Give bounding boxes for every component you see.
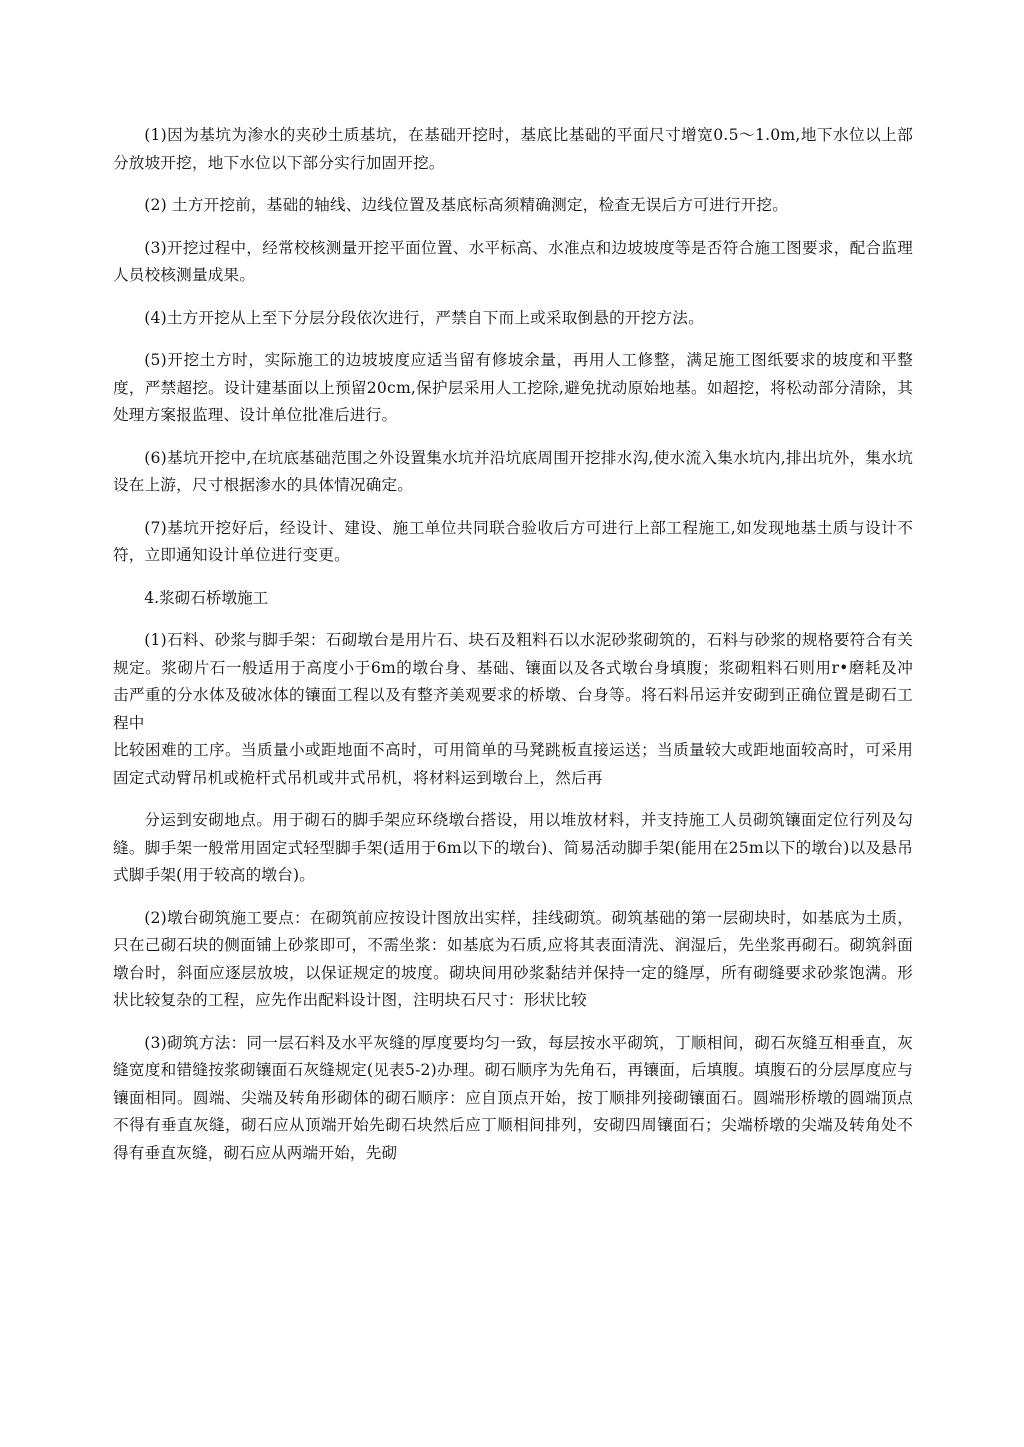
section-paragraph-3: (3)砌筑方法：同一层石料及水平灰缝的厚度要均匀一致，每层按水平砌筑，丁顺相间，砌石灰缝互相垂直，灰缝宽度和错缝按浆砌镶面石灰缝规定(见表5-2)办理。砌石顺序为先角石，再镶面，后填腹。填腹石的分层厚度应与镶面相同。圆端、尖端及转角形砌体的砌石顺序：应自顶点开始，按丁顺排列接砌镶面石。圆端形桥墩的圆端顶点不得有垂直灰缝，砌石应从顶端开始先砌石块然后应丁顺相间排列，安砌四周镶面石；尖端桥墩的尖端及转角处不得有垂直灰缝，砌石应从两端开始，先砌 [113,1033,913,1162]
paragraph-4: (4)土方开挖从上至下分层分段依次进行，严禁自下而上或采取倒悬的开挖方法。 [144,308,704,327]
paragraph-6: (6)基坑开挖中,在坑底基础范围之外设置集水坑并沿坑底周围开挖排水沟,使水流入集水坑内,排出坑外，集水坑设在上游，尺寸根据渗水的具体情况确定。 [113,448,913,494]
section-paragraph-1: (1)石料、砂浆与脚手架：石砌墩台是用片石、块石及粗料石以水泥砂浆砌筑的，石料与砂浆的规格要符合有关规定。浆砌片石一般适用于高度小于6m的墩台身、基础、镶面以及各式墩台身填腹；浆砌粗料石则用r•磨耗及冲击严重的分水体及破冰体的镶面工程以及有整齐美观要求的桥墩、台身等。将石料吊运并安砌到正确位置是砌石工程中 [113,631,913,732]
paragraph-7: (7)基坑开挖好后，经设计、建设、施工单位共同联合验收后方可进行上部工程施工,如发现地基土质与设计不符，立即通知设计单位进行变更。 [113,518,913,564]
section-paragraph-1-continued: 比较困难的工序。当质量小或距地面不高时，可用简单的马凳跳板直接运送；当质量较大或距地面较高时，可采用固定式动臂吊机或桅杆式吊机或井式吊机，将材料运到墩台上，然后再 [113,741,913,787]
document-page [113,122,913,1182]
section-paragraph-2: (2)墩台砌筑施工要点：在砌筑前应按设计图放出实样，挂线砌筑。砌筑基础的第一层砌块时，如基底为土质，只在己砌石块的侧面铺上砂浆即可，不需坐浆：如基底为石质,应将其表面清洗、润湿后，先坐浆再砌石。砌筑斜面墩台时，斜面应逐层放坡，以保证规定的坡度。砌块间用砂浆黏结并保持一定的缝厚，所有砌缝要求砂浆饱满。形状比较复杂的工程，应先作出配料设计图，注明块石尺寸：形状比较 [113,908,913,1009]
paragraph-2: (2) 土方开挖前，基础的轴线、边线位置及基底标高须精确测定，检查无误后方可进行开挖。 [144,196,788,214]
section-paragraph-1-tail: 分运到安砌地点。用于砌石的脚手架应环绕墩台搭设，用以堆放材料，并支持施工人员砌筑镶面定位行列及勾缝。脚手架一般常用固定式轻型脚手架(适用于6m以下的墩台)、简易活动脚手架(能用在25m以下的墩台)以及悬吊式脚手架(用于较高的墩台)。 [113,811,913,884]
paragraph-3: (3)开挖过程中，经常校核测量开挖平面位置、水平标高、水准点和边坡坡度等是否符合施工图要求，配合监理人员校核测量成果。 [113,238,913,284]
paragraph-5: (5)开挖土方时，实际施工的边坡坡度应适当留有修坡余量，再用人工修整，满足施工图纸要求的坡度和平整度，严禁超挖。设计建基面以上预留20cm,保护层采用人工挖除,避免扰动原始地基。如超挖，将松动部分清除，其处理方案报监理、设计单位批准后进行。 [113,351,913,424]
section-heading: 4.浆砌石桥墩施工 [144,588,269,607]
paragraph-1: (1)因为基坑为渗水的夹砂土质基坑，在基础开挖时，基底比基础的平面尺寸增宽0.5～1.0m,地下水位以上部分放坡开挖，地下水位以下部分实行加固开挖。 [113,126,913,172]
